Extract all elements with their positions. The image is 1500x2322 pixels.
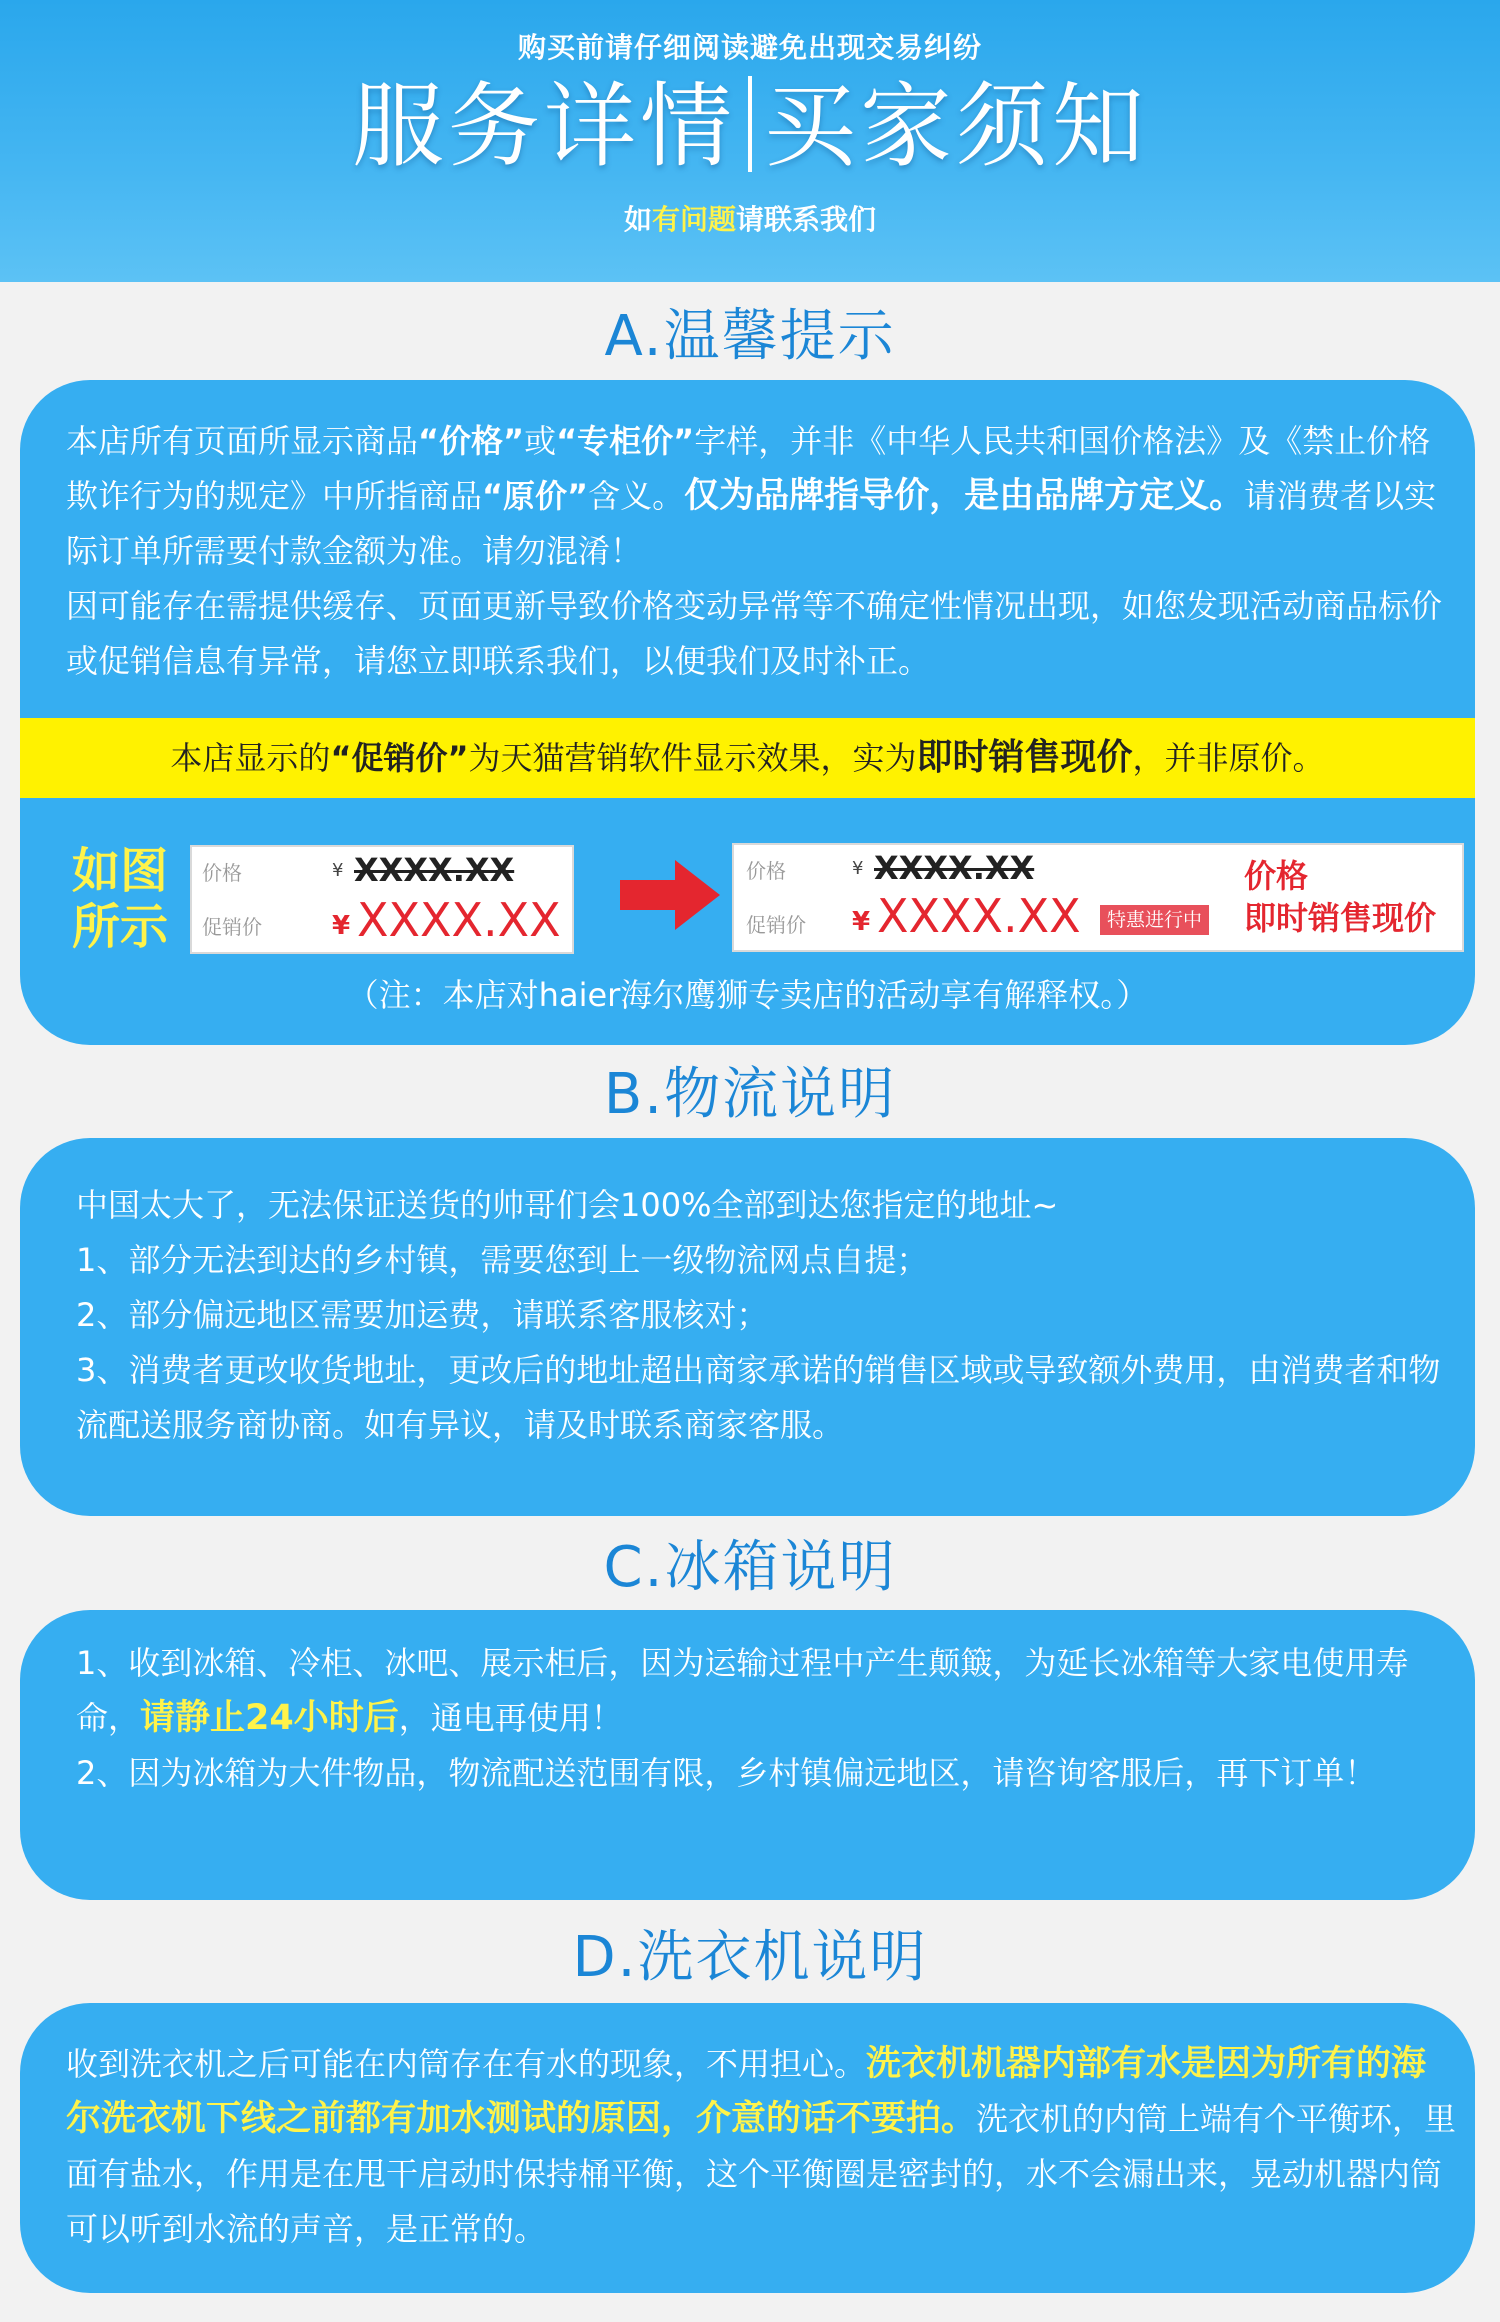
section-c-paragraph-1 <box>76 1636 1446 1746</box>
yen-symbol: ¥ <box>332 860 344 881</box>
example-label-line-2: 所示 <box>72 899 169 955</box>
section-b-line: 2、部分偏远地区需要加运费，请联系客服核对； <box>76 1296 769 1334</box>
section-d-paragraph <box>66 2037 1461 2257</box>
header-banner <box>0 0 1500 282</box>
old-price: XXXX.XX <box>874 849 1035 887</box>
contact-post: 请联系我们 <box>736 203 877 236</box>
text-run: 本店显示的 <box>170 739 331 777</box>
text-run-bold: “促销价” <box>330 739 469 777</box>
text-run: 洗衣机的内筒上端有个平衡环，里面有盐水，作用是在甩干启动时保持桶平衡，这个平衡圈是密封的，水不会漏出来，晃动机器内筒可以听到水流的声音，是正常的。 <box>66 2100 1457 2248</box>
title-divider <box>748 76 752 172</box>
title-left: 服务详情 <box>351 73 736 180</box>
promo-notice-bar <box>20 718 1475 798</box>
section-b-line: 中国太大了，无法保证送货的帅哥们会100%全部到达您指定的地址~ <box>76 1186 1059 1224</box>
text-run-bold: 即时销售现价 <box>916 737 1133 778</box>
yen-symbol: ¥ <box>852 858 864 879</box>
section-d-card <box>20 2003 1475 2293</box>
title-right: 买家须知 <box>764 73 1149 180</box>
text-run: 或 <box>524 422 557 460</box>
section-c-card <box>20 1610 1475 1900</box>
example-label-line-1: 如图 <box>72 843 169 899</box>
text-run-highlight: 洗衣机机器内部有水是因为所有的海尔洗衣机下线之前都有加水测试的原因，介意的话不要拍。 <box>66 2044 1427 2139</box>
section-a-text <box>66 414 1456 689</box>
section-a-paragraph-2: 因可能存在需提供缓存、页面更新导致价格变动异常等不确定性情况出现，如您发现活动商品标价或促销信息有异常，请您立即联系我们，以便我们及时补正。 <box>66 587 1443 680</box>
text-run: 字样，并非《中华人民共和国价格法》及《禁止价格欺诈行为的规定》中所指商品 <box>66 422 1431 515</box>
section-b-line: 1、部分无法到达的乡村镇，需要您到上一级物流网点自提； <box>76 1241 929 1279</box>
section-a-title: A.温馨提示 <box>604 304 896 369</box>
arrow-right-icon <box>620 860 720 930</box>
text-run-bold: “价格” <box>418 422 525 460</box>
section-b-text <box>76 1178 1446 1453</box>
text-run: 1、收到冰箱、冷柜、冰吧、展示柜后，因为运输过程中产生颠簸，为延长冰箱等大家电使用寿命， <box>76 1644 1409 1737</box>
text-run: 为天猫营销软件显示效果，实为 <box>468 739 917 777</box>
section-a-card <box>20 380 1475 1045</box>
section-b-line: 3、消费者更改收货地址，更改后的地址超出商家承诺的销售区域或导致额外费用，由消费者和物流配送服务商协商。如有异议，请及时联系商家客服。 <box>76 1351 1441 1444</box>
promo-price: XXXX.XX <box>357 893 561 947</box>
price-label: 价格 <box>202 861 242 885</box>
section-b-card <box>20 1138 1475 1516</box>
contact-pre: 如 <box>623 203 652 236</box>
text-run-bold: “专柜价” <box>556 422 695 460</box>
price-label: 价格 <box>746 859 786 883</box>
old-price: XXXX.XX <box>354 851 515 889</box>
section-b-title: B.物流说明 <box>603 1062 897 1127</box>
promo-price: XXXX.XX <box>877 889 1081 943</box>
section-a-paragraph-1 <box>66 414 1456 579</box>
section-c-paragraph-2: 2、因为冰箱为大件物品，物流配送范围有限，乡村镇偏远地区，请咨询客服后，再下订单！ <box>76 1754 1377 1792</box>
page-title <box>0 72 1500 182</box>
text-run: 请消费者以实际订单所需要付款金额为准。请勿混淆！ <box>66 477 1437 570</box>
example-label <box>72 843 168 955</box>
section-d-text <box>66 2037 1461 2257</box>
text-run: 含义。 <box>588 477 685 515</box>
contact-line <box>0 198 1500 238</box>
text-run: ，并非原价。 <box>1132 739 1325 777</box>
promo-tag: 特惠进行中 <box>1100 905 1209 935</box>
text-run-bold: “原价” <box>482 477 589 515</box>
yen-symbol: ¥ <box>852 907 871 937</box>
yen-symbol: ¥ <box>332 911 351 941</box>
price-example-before <box>190 845 574 954</box>
header-subtitle: 购买前请仔细阅读避免出现交易纠纷 <box>517 31 982 64</box>
promo-price-label: 促销价 <box>202 915 262 939</box>
text-run: 本店所有页面所显示商品 <box>66 422 419 460</box>
text-run: 收到洗衣机之后可能在内筒存在有水的现象，不用担心。 <box>66 2045 867 2083</box>
section-c-title: C.冰箱说明 <box>603 1535 897 1600</box>
price-example-after <box>732 843 1464 952</box>
promo-price-label: 促销价 <box>746 913 806 937</box>
section-c-text <box>76 1636 1446 1801</box>
text-run: ，通电再使用！ <box>398 1699 623 1737</box>
section-d-title: D.洗衣机说明 <box>572 1925 928 1990</box>
text-run-highlight: 请静止24小时后 <box>140 1698 399 1738</box>
price-note-1: 价格 <box>1244 857 1309 895</box>
text-run-bold: 仅为品牌指导价，是由品牌方定义。 <box>684 476 1245 516</box>
price-note-2: 即时销售现价 <box>1244 899 1437 937</box>
contact-highlight: 有问题 <box>651 203 736 236</box>
section-a-footnote: （注：本店对haier海尔鹰狮专卖店的活动享有解释权。） <box>346 976 1149 1014</box>
